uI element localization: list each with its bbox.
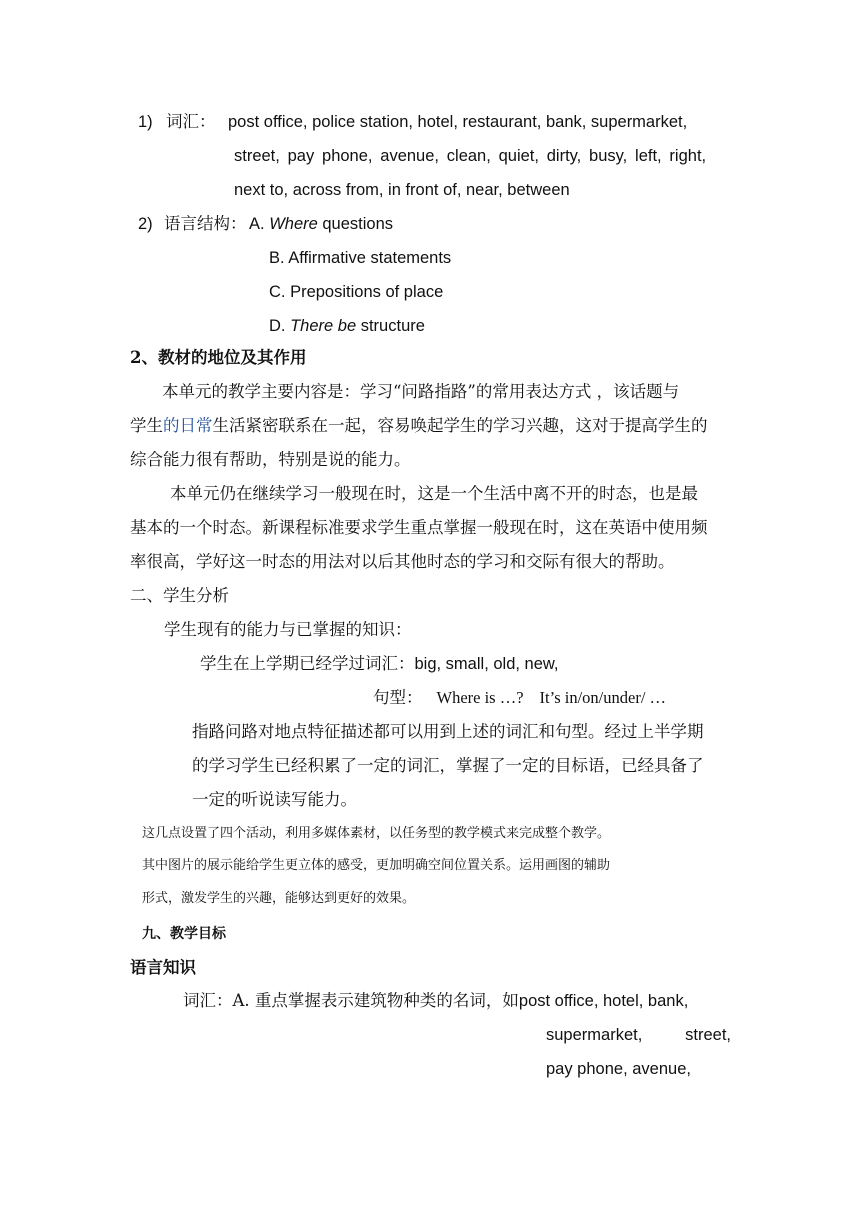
goals-word-supermarket: supermarket, [546, 1026, 643, 1044]
section-2-p1-line-2 [130, 416, 708, 436]
note-line-3: 形式，激发学生的兴趣，能够达到更好的效果。 [142, 891, 416, 906]
structure-item-d [269, 316, 425, 336]
student-learned-words: big, small, old, new, [414, 655, 559, 673]
goals-subheading: 语言知识 [130, 958, 196, 977]
section-2-p1-line-1: 本单元的教学主要内容是：学习“问路指路”的常用表达方式 ，该话题与 [162, 382, 680, 401]
student-p-line-3: 一定的听说读写能力。 [192, 790, 357, 809]
goals-vocab-label: 词汇：A. 重点掌握表示建筑物种类的名词，如 [183, 991, 519, 1010]
structure-a-suffix: questions [317, 215, 394, 233]
structure-d-italic: There be [290, 317, 357, 335]
goals-word-street: street, [685, 1026, 731, 1044]
student-learned [200, 654, 559, 674]
student-pattern-2: It’s in/on/under/ … [539, 688, 667, 707]
vocab-label: 词汇： [166, 112, 216, 131]
section-2-highlight: 的日常 [163, 416, 213, 435]
student-pattern-1: Where is …? [436, 688, 524, 707]
student-p-line-2: 的学习学生已经积累了一定的词汇，掌握了一定的目标语，已经具备了 [192, 756, 704, 775]
student-heading: 二、学生分析 [130, 586, 229, 605]
section-2-p2-line-1: 本单元仍在继续学习一般现在时，这是一个生活中离不开的时态，也是最 [170, 484, 698, 503]
section-2-p1-line-2-a: 学生 [130, 416, 163, 435]
structure-a-prefix: A. [249, 215, 270, 233]
note-line-2: 其中图片的展示能给学生更立体的感受，更加明确空间位置关系。运用画图的辅助 [142, 858, 611, 873]
structure-item-c: C. Prepositions of place [269, 283, 444, 301]
section-2-p1-line-3: 综合能力很有帮助，特别是说的能力。 [130, 450, 411, 469]
vocab-line-2: street, pay phone, avenue, clean, quiet, dirty, busy, left, right, [234, 147, 707, 165]
structure-d-prefix: D. [269, 317, 291, 335]
structure-a-italic: Where [269, 215, 318, 233]
structure-label: 语言结构： [164, 214, 247, 233]
structure-marker: 2) [138, 215, 153, 233]
vocab-marker: 1) [138, 113, 153, 131]
goals-vocab [183, 991, 688, 1011]
note-line-1: 这几点设置了四个活动，利用多媒体素材，以任务型的教学模式来完成整个教学。 [142, 826, 611, 841]
section-2-p2-line-2: 基本的一个时态。新课程标准要求学生重点掌握一般现在时，这在英语中使用频 [130, 518, 708, 537]
structure-item-b: B. Affirmative statements [269, 249, 452, 267]
goals-vocab-words: post office, hotel, bank, [518, 992, 689, 1010]
vocab-line-3: next to, across from, in front of, near, between [234, 181, 570, 199]
student-learned-label: 学生在上学期已经学过词汇： [200, 654, 415, 673]
section-2-p2-line-3: 率很高，学好这一时态的用法对以后其他时态的学习和交际有很大的帮助。 [130, 552, 675, 571]
student-intro: 学生现有的能力与已掌握的知识： [164, 620, 412, 639]
structure-d-suffix: structure [356, 317, 425, 335]
vocab-line-1-text: post office, police station, hotel, restaurant, bank, supermarket, [228, 113, 688, 131]
section-2-heading: 2、教材的地位及其作用 [130, 348, 307, 367]
student-pattern [373, 688, 666, 708]
structure-item-a [249, 214, 393, 234]
vocab-item-row [138, 112, 153, 132]
student-p-line-1: 指路问路对地点特征描述都可以用到上述的词汇和句型。经过上半学期 [192, 722, 704, 741]
goals-heading: 九、教学目标 [142, 926, 226, 942]
student-pattern-label: 句型： [373, 688, 423, 707]
vocab-line-1 [228, 112, 731, 132]
section-2-p1-line-2-b: 生活紧密联系在一起，容易唤起学生的学习兴趣，这对于提高学生的 [212, 416, 708, 435]
goals-words-row [546, 1025, 731, 1045]
goals-line-last: pay phone, avenue, [546, 1060, 691, 1078]
